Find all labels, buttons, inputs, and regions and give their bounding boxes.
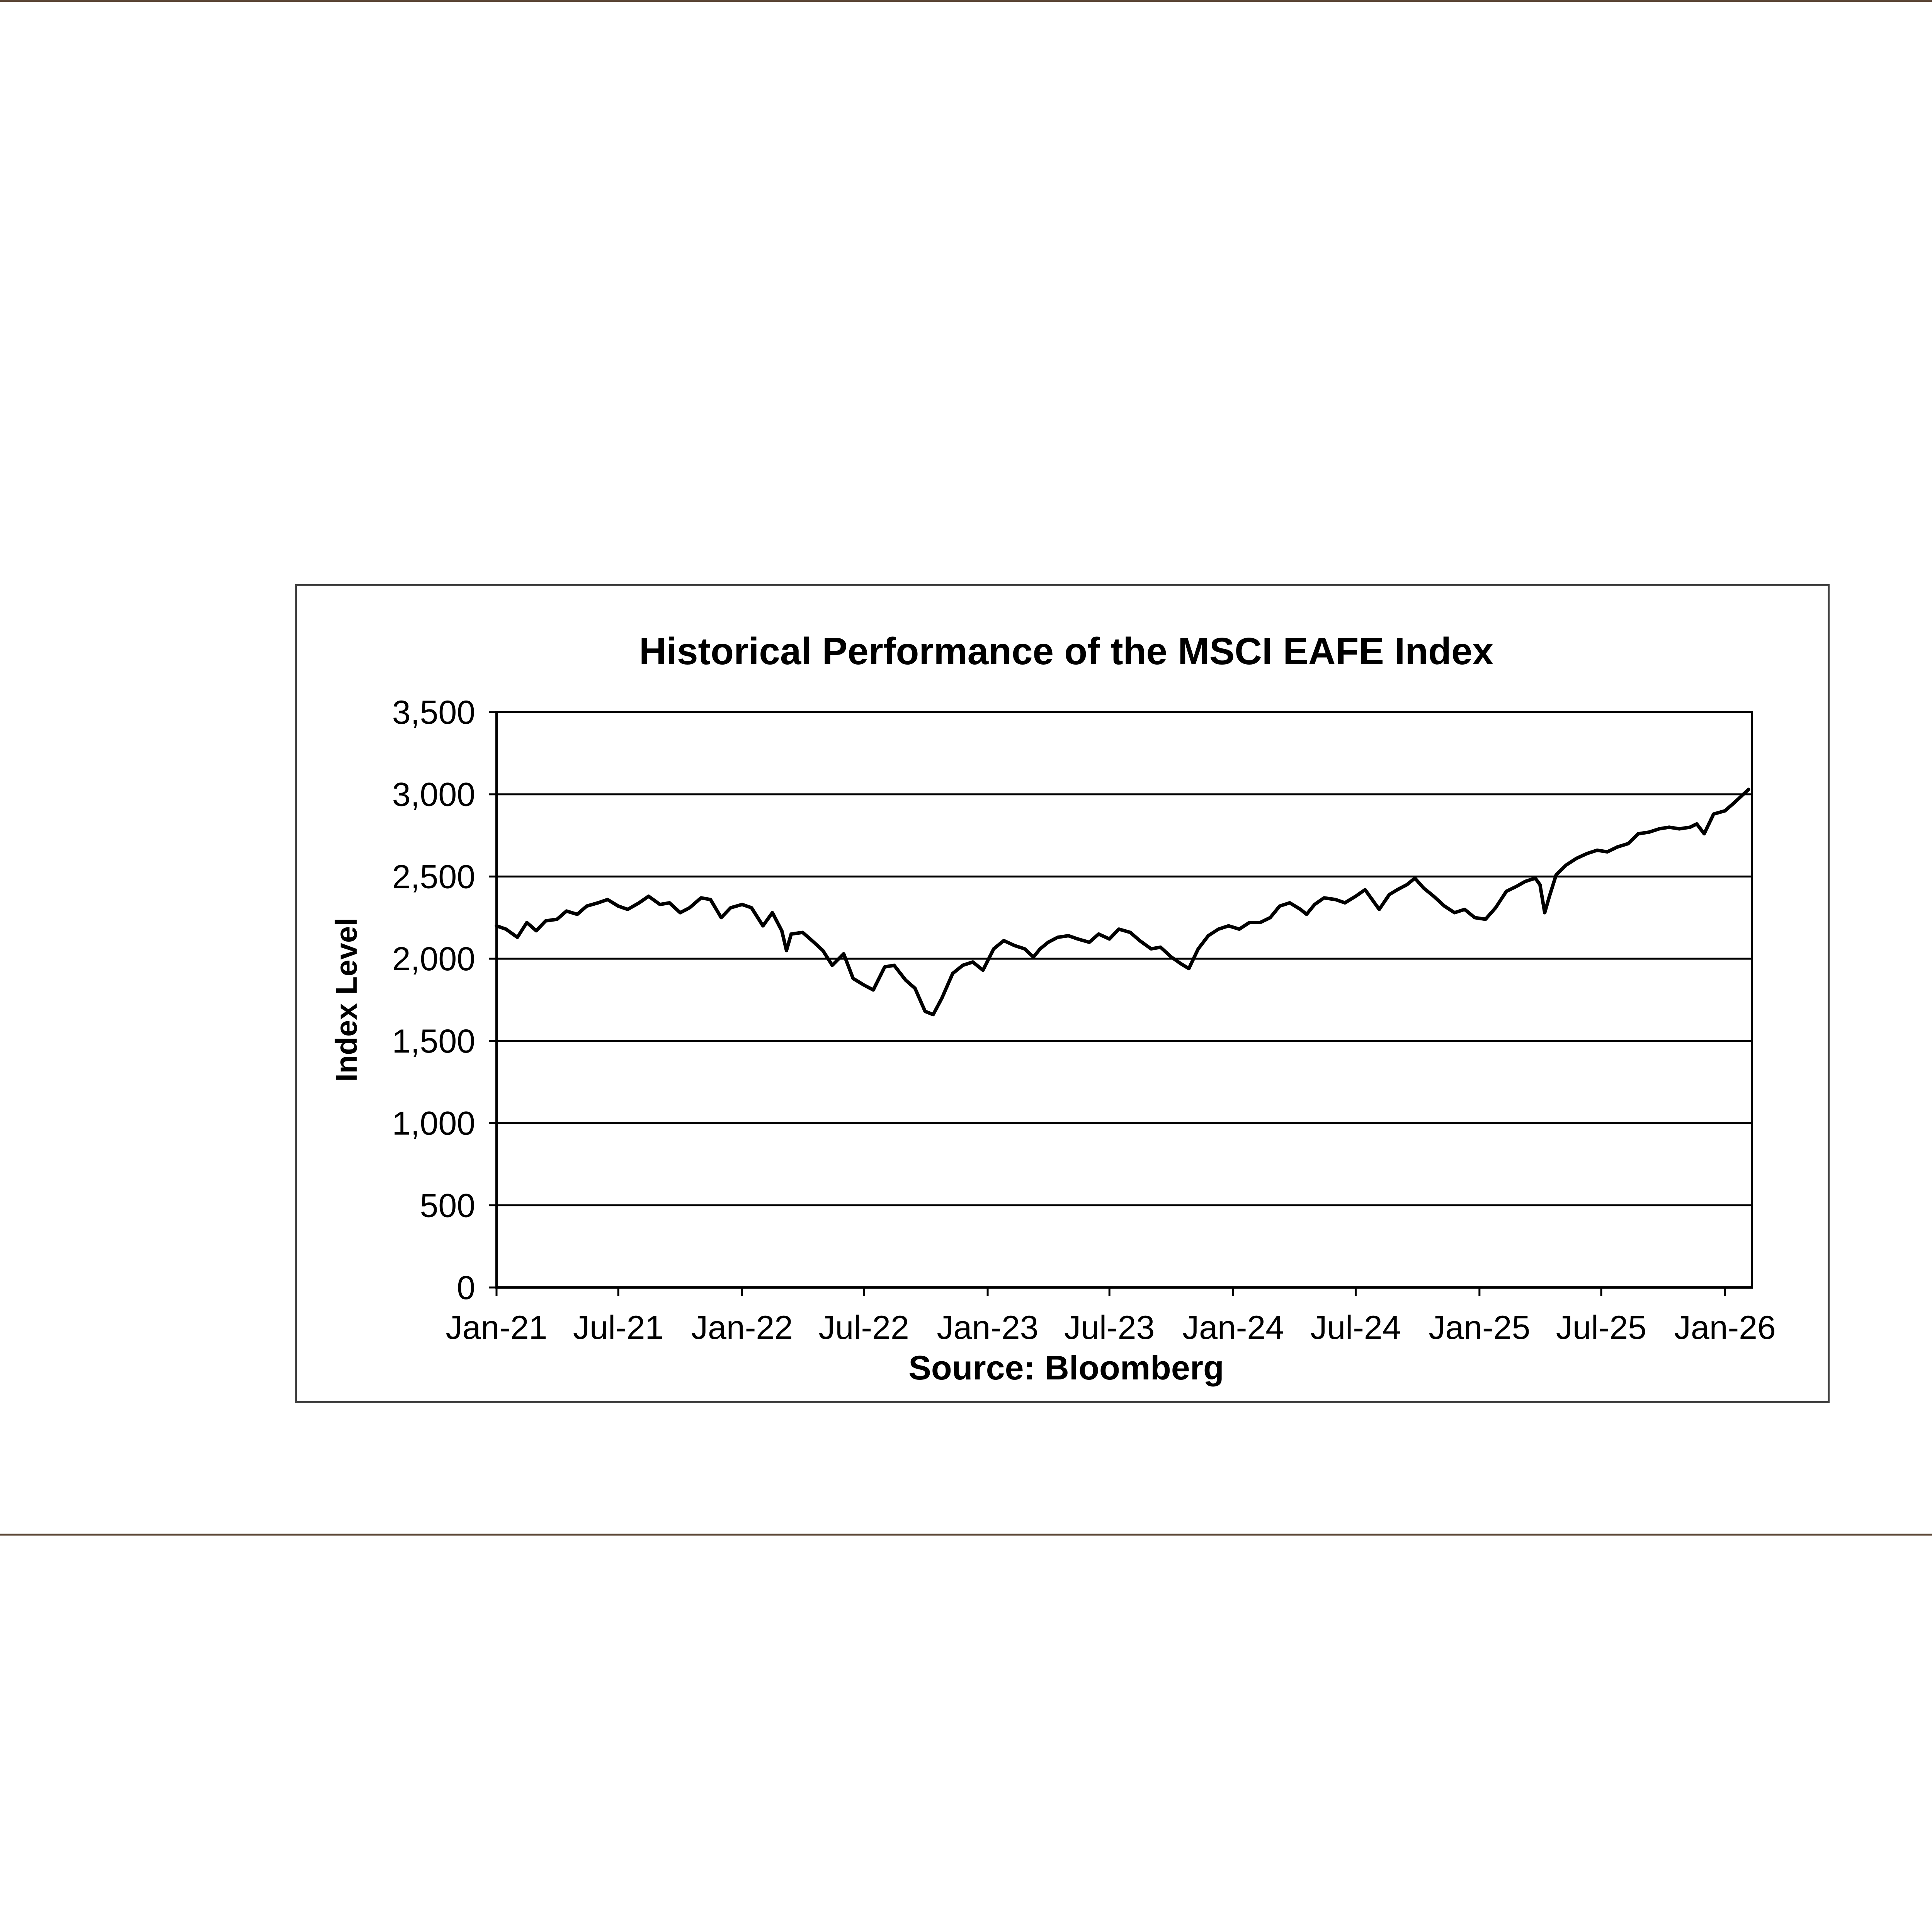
y-tick-label: 1,000 xyxy=(392,1105,475,1142)
top-rule xyxy=(0,0,1932,2)
x-tick-label: Jan-22 xyxy=(691,1309,793,1346)
x-tick-label: Jul-21 xyxy=(573,1309,664,1346)
chart-title: Historical Performance of the MSCI EAFE Index xyxy=(639,630,1493,672)
y-tick-label: 2,000 xyxy=(392,940,475,978)
x-axis-label: Source: Bloomberg xyxy=(908,1349,1224,1387)
chart-svg xyxy=(297,586,1828,1401)
y-axis-label: Index Level xyxy=(329,918,363,1082)
series-line xyxy=(497,789,1748,1015)
y-tick-label: 500 xyxy=(420,1187,475,1225)
chart-frame xyxy=(295,584,1830,1403)
x-tick-label: Jul-23 xyxy=(1064,1309,1155,1346)
y-tick-label: 0 xyxy=(457,1269,475,1306)
x-tick-label: Jul-25 xyxy=(1556,1309,1647,1346)
x-tick-label: Jul-22 xyxy=(818,1309,909,1346)
x-tick-label: Jan-21 xyxy=(446,1309,548,1346)
y-tick-label: 1,500 xyxy=(392,1022,475,1060)
section-divider xyxy=(0,1534,1932,1536)
x-tick-label: Jan-25 xyxy=(1429,1309,1531,1346)
plot-area xyxy=(497,712,1752,1287)
x-tick-label: Jan-24 xyxy=(1182,1309,1284,1346)
x-tick-label: Jan-23 xyxy=(937,1309,1039,1346)
x-tick-label: Jul-24 xyxy=(1310,1309,1401,1346)
y-tick-label: 2,500 xyxy=(392,858,475,896)
x-tick-label: Jan-26 xyxy=(1674,1309,1776,1346)
y-tick-label: 3,000 xyxy=(392,776,475,813)
y-tick-label: 3,500 xyxy=(392,694,475,731)
